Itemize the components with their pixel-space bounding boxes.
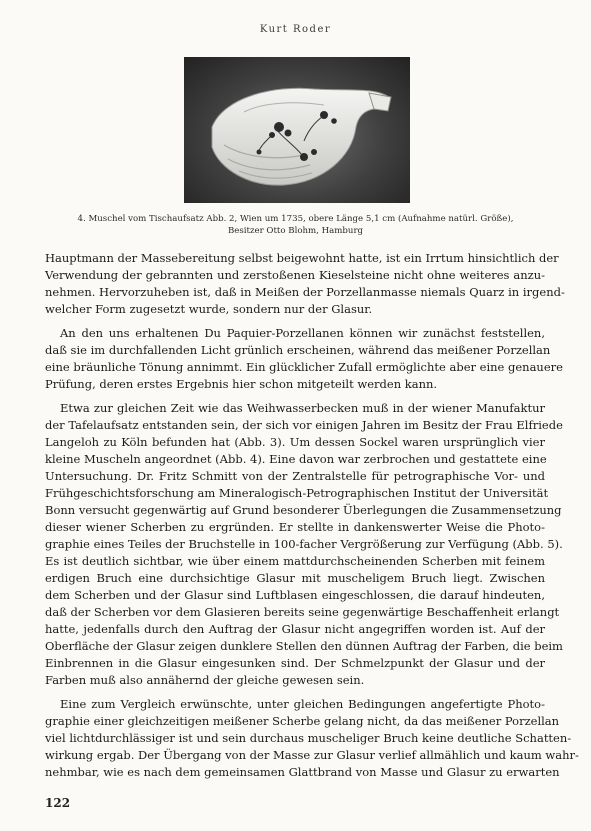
text-line: Bonn versucht gegenwärtig auf Grund besonderer Überlegungen die Zusammensetzung [45,503,562,517]
body-text [45,250,579,781]
text-line: nehmen. Hervorzuheben ist, daß in Meißen der Porzellanmasse niemals Quarz in irgend- [45,285,565,299]
porcelain-shell-image [184,57,410,203]
text-line: Einbrennen in die Glasur eingesunken sind. Der Schmelzpunkt der Glasur und der [45,656,545,670]
text-line: daß sie im durchfallenden Licht grünlich erscheinen, während das meißener Porzellan [45,343,551,357]
paragraph [45,250,565,318]
text-line: Es ist deutlich sichtbar, wie über einem mattdurchscheinenden Scherben mit feinem [45,554,545,568]
text-line: nehmbar, wie es nach dem gemeinsamen Glattbrand von Masse und Glasur zu erwarten [45,765,560,779]
figure-photo-shell [184,57,410,203]
text-line: graphie eines Teiles der Bruchstelle in 100-facher Vergrößerung zur Verfügung (Abb. 5). [45,537,563,551]
paragraph [45,696,579,781]
text-line: graphie einer gleichzeitigen meißener Scherbe gelang nicht, da das meißener Porzellan [45,714,560,728]
text-line: dem Scherben und der Glasur sind Luftblasen eingeschlossen, die darauf hindeuten, [45,588,545,602]
text-line: Prüfung, deren erstes Ergebnis hier schon mitgeteilt werden kann. [45,377,438,391]
running-head: Kurt Roder [259,24,332,35]
text-line: eine bräunliche Tönung annimmt. Ein glücklicher Zufall ermöglichte aber eine genauere [45,360,563,374]
text-line: Langeloh zu Köln befunden hat (Abb. 3). Um dessen Sockel waren ursprünglich vier [45,435,545,449]
text-line: Verwendung der gebrannten und zerstoßenen Kieselsteine nicht ohne weiteres anzu- [45,268,545,282]
caption-line: 4. Muschel vom Tischaufsatz Abb. 2, Wien um 1735, obere Länge 5,1 cm (Aufnahme natürl. Größe), [77,214,514,224]
text-line: hatte, jedenfalls durch den Auftrag der Glasur nicht angegriffen worden ist. Auf der [45,622,545,636]
text-line: Frühgeschichtsforschung am Mineralogisch-Petrographischen Institut der Universität [45,486,549,500]
text-line: Etwa zur gleichen Zeit wie das Weihwasserbecken muß in der wiener Manufaktur [60,401,545,415]
text-line: dieser wiener Scherben zu ergründen. Er stellte in dankenswerter Weise die Photo- [45,520,545,534]
figure-caption [60,213,531,237]
text-line: erdigen Bruch eine durchsichtige Glasur mit muscheligem Bruch liegt. Zwischen [45,571,545,585]
caption-line: Besitzer Otto Blohm, Hamburg [227,226,364,236]
paragraph [45,400,563,689]
text-line: Hauptmann der Massebereitung selbst beigewohnt hatte, ist ein Irrtum hinsichtlich der [45,251,559,265]
text-line: viel lichtdurchlässiger ist und sein durchaus muscheliger Bruch keine deutliche Schatten- [45,731,572,745]
text-line: der Tafelaufsatz entstanden sein, der sich vor einigen Jahren im Besitz der Frau Elfriede [45,418,563,432]
text-line: Farben muß also annähernd der gleiche gewesen sein. [45,673,365,687]
text-line: Untersuchung. Dr. Fritz Schmitt von der Zentralstelle für petrographische Vor- und [45,469,545,483]
text-line: An den uns erhaltenen Du Paquier-Porzellanen können wir zunächst feststellen, [60,326,545,340]
text-line: wirkung ergab. Der Übergang von der Masse zur Glasur verlief allmählich und kaum wahr- [45,748,579,762]
paragraph [45,325,563,393]
text-line: daß der Scherben vor dem Glasieren bereits seine gegenwärtige Beschaffenheit erlangt [45,605,560,619]
text-line: Eine zum Vergleich erwünschte, unter gleichen Bedingungen angefertigte Photo- [60,697,545,711]
text-line: kleine Muscheln angeordnet (Abb. 4). Eine davon war zerbrochen und gestattete eine [45,452,547,466]
text-line: welcher Form zugesetzt wurde, sondern nur der Glasur. [45,302,373,316]
text-line: Oberfläche der Glasur zeigen dunklere Stellen den dünnen Auftrag der Farben, die beim [45,639,563,653]
page-number: 122 [45,796,71,810]
